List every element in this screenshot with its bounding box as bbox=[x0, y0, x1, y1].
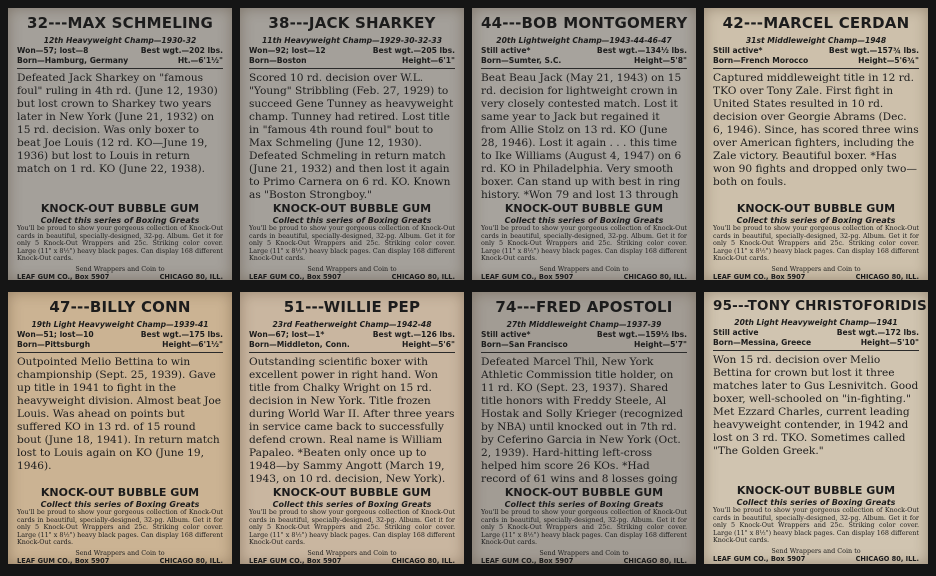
card-max-schmeling bbox=[8, 8, 232, 280]
card-marcel-cerdan bbox=[704, 8, 928, 280]
height: Height—5'6¾" bbox=[858, 56, 919, 65]
height: Ht.—6'1½" bbox=[177, 56, 223, 65]
card-stats bbox=[249, 36, 455, 69]
card-stats bbox=[481, 320, 687, 353]
address-line bbox=[713, 273, 919, 280]
card-stats bbox=[17, 36, 223, 69]
champ-line: 27th Middleweight Champ—1937-39 bbox=[506, 320, 662, 329]
card-stats bbox=[249, 320, 455, 353]
champ-line: 20th Lightweight Champ—1943-44-46-47 bbox=[496, 36, 672, 45]
record: Still active* bbox=[481, 46, 531, 55]
weight: Best wgt.—126 lbs. bbox=[372, 330, 455, 339]
copyright bbox=[713, 563, 919, 564]
card-bio: Scored 10 rd. decision over W.L. "Young" Stribbling (Feb. 27, 1929) to succeed Gene Tunney as heavyweight champ. Tunney had retired. Lost title in "famous 4th round foul" bout to Max Schmeling (June 12, 1930). Defeated Schmeling in return match (June 21, 1932) and then lost it again to Primo Carnera on 6 rd. KO. Known as "Boston Strongboy." bbox=[249, 72, 454, 200]
promo-text: You'll be proud to show your gorgeous collection of Knock-Out cards in beautiful, specially-designed, 32-pg. Album. Get it for only 5 Knock-Out Wrappers and 25c. Striking color cover. Large (11" x 8½") heavy black pages. Can display 168 different Knock-Out cards. bbox=[713, 506, 919, 545]
card-bio: Beat Beau Jack (May 21, 1943) on 15 rd. decision for lightweight crown in very closely contested match. Lost it same year to Jack but regained it from Allie Stolz on 13 rd. KO (June 28, 1946). Lost it again . . . this time to Ike Williams (August 4, 1947) on 6 rd. KO in Philadelphia. Very smooth boxer. Can stand up with best in ring history. *Won 79 and lost 13 through bbox=[481, 72, 682, 200]
address-line bbox=[17, 273, 223, 280]
send-line: Send Wrappers and Coin to bbox=[771, 546, 861, 555]
promo-text: You'll be proud to show your gorgeous collection of Knock-Out cards in beautiful, specially-designed, 32-pg. Album. Get it for only 5 Knock-Out Wrappers and 25c. Striking color cover. Large (11" x 8½") heavy black pages. Can display 168 different Knock-Out cards. bbox=[713, 224, 919, 263]
address-right: CHICAGO 80, ILL. bbox=[159, 272, 223, 280]
promo-text: You'll be proud to show your gorgeous collection of Knock-Out cards in beautiful, specially-designed, 32-pg. Album. Get it for only 5 Knock-Out Wrappers and 25c. Striking color cover. Large (11" x 8½") heavy black pages. Can display 168 different Knock-Out cards. bbox=[481, 508, 687, 547]
record: Won—57; lost—8 bbox=[17, 46, 89, 55]
address-line bbox=[249, 273, 455, 280]
address-right: CHICAGO 80, ILL. bbox=[623, 272, 687, 280]
height: Height—6'1" bbox=[401, 56, 455, 65]
card-stats bbox=[481, 36, 687, 69]
send-line: Send Wrappers and Coin to bbox=[75, 264, 165, 273]
height: Height—5'8" bbox=[633, 56, 687, 65]
weight: Best wgt.—175 lbs. bbox=[140, 330, 223, 339]
promo-text: You'll be proud to show your gorgeous collection of Knock-Out cards in beautiful, specially-designed, 32-pg. Album. Get it for only 5 Knock-Out Wrappers and 25c. Striking color cover. Large (11" x 8½") heavy black pages. Can display 168 different Knock-Out cards. bbox=[249, 508, 455, 547]
address-right: CHICAGO 80, ILL. bbox=[391, 556, 455, 564]
address-left: LEAF GUM CO., Box 5907 bbox=[713, 272, 806, 280]
birthplace: Born—Sumter, S.C. bbox=[481, 56, 562, 65]
weight: Best wgt.—205 lbs. bbox=[372, 46, 455, 55]
card-billy-conn bbox=[8, 292, 232, 564]
send-line: Send Wrappers and Coin to bbox=[539, 548, 629, 557]
promo-text: You'll be proud to show your gorgeous collection of Knock-Out cards in beautiful, specially-designed, 32-pg. Album. Get it for only 5 Knock-Out Wrappers and 25c. Striking color cover. Large (11" x 8½") heavy black pages. Can display 168 different Knock-Out cards. bbox=[249, 224, 455, 263]
collect-line: Collect this series of Boxing Greats bbox=[272, 500, 432, 509]
address-left: LEAF GUM CO., Box 5907 bbox=[17, 556, 110, 564]
address-line bbox=[249, 557, 455, 564]
collect-line: Collect this series of Boxing Greats bbox=[504, 216, 664, 225]
address-right: CHICAGO 80, ILL. bbox=[855, 554, 919, 563]
card-title: 95---TONY CHRISTOFORIDIS bbox=[713, 298, 927, 314]
card-fred-apostoli bbox=[472, 292, 696, 564]
address-right: CHICAGO 80, ILL. bbox=[391, 272, 455, 280]
brand-title: KNOCK-OUT BUBBLE GUM bbox=[272, 202, 432, 215]
record: Still active* bbox=[713, 46, 763, 55]
send-line: Send Wrappers and Coin to bbox=[307, 264, 397, 273]
champ-line: 19th Light Heavyweight Champ—1939-41 bbox=[31, 320, 209, 329]
birthplace: Born—Messina, Greece bbox=[713, 338, 812, 347]
card-title: 42---MARCEL CERDAN bbox=[722, 14, 910, 32]
record: Still active bbox=[713, 328, 759, 337]
promo-text: You'll be proud to show your gorgeous collection of Knock-Out cards in beautiful, specially-designed, 32-pg. Album. Get it for only 5 Knock-Out Wrappers and 25c. Striking color cover. Large (11" x 8½") heavy black pages. Can display 168 different Knock-Out cards. bbox=[17, 224, 223, 263]
champ-line: 31st Middleweight Champ—1948 bbox=[745, 36, 887, 45]
address-left: LEAF GUM CO., Box 5907 bbox=[713, 554, 806, 563]
card-bio: Outpointed Melio Bettina to win championship (Sept. 25, 1939). Gave up title in 1941 to fight in the heavyweight division. Almost beat Joe Louis. Was ahead on points but suffered KO in 13 rd. of 15 round bout (June 18, 1941). In return match lost to Louis again on KO (June 19, 1946). bbox=[17, 356, 222, 472]
champ-line: 23rd Featherweight Champ—1942-48 bbox=[272, 320, 432, 329]
card-bio: Outstanding scientific boxer with excellent power in right hand. Won title from Chalky Wright on 15 rd. decision in New York. Title frozen during World War II. After three years in service came back to successfully defend crown. Real name is William Papaleo. *Beaten only once up to 1948—by Sammy Angott (March 19, 1943, on 10 rd. decision, New York). bbox=[249, 356, 455, 484]
address-line bbox=[481, 273, 687, 280]
height: Height—5'6" bbox=[401, 340, 455, 349]
card-tony-christoforidis bbox=[704, 292, 928, 564]
birthplace: Born—French Morocco bbox=[713, 56, 809, 65]
brand-title: KNOCK-OUT BUBBLE GUM bbox=[736, 202, 896, 215]
card-title: 47---BILLY CONN bbox=[49, 298, 191, 316]
card-bio: Captured middleweight title in 12 rd. TKO over Tony Zale. First fight in United States resulted in 10 rd. decision over Georgie Abrams (Dec. 6, 1946). Since, has scored three wins over American fighters, including the Zale victory. Beautiful boxer. *Has won 90 fights and dropped only two—both on fouls. bbox=[713, 72, 919, 188]
address-left: LEAF GUM CO., Box 5907 bbox=[249, 272, 342, 280]
collect-line: Collect this series of Boxing Greats bbox=[40, 500, 200, 509]
brand-title: KNOCK-OUT BUBBLE GUM bbox=[504, 202, 664, 215]
record: Won—51; lost—10 bbox=[17, 330, 94, 339]
brand-title: KNOCK-OUT BUBBLE GUM bbox=[40, 486, 200, 499]
card-bio: Defeated Marcel Thil, New York Athletic Commission title holder, on 11 rd. KO (Sept. 23, 1937). Shared title honors with Freddy Steele, Al Hostak and Solly Krieger (recognized by NBA) until knocked out in 7th rd. by Ceferino Garcia in New York (Oct. 2, 1939). Hard-hitting left-cross helped him score 26 KOs. *Had record of 61 wins and 8 losses going bbox=[481, 356, 683, 484]
card-bio: Defeated Jack Sharkey on "famous foul" ruling in 4th rd. (June 12, 1930) but lost crown to Sharkey two years later in New York (June 21, 1932) on 15 rd. decision. Was only boxer to beat Joe Louis (12 rd. KO—June 19, 1936) but lost to Louis in return match on 1 rd. KO (June 22, 1938). bbox=[17, 72, 218, 175]
birthplace: Born—Boston bbox=[249, 56, 307, 65]
height: Height—6'1½" bbox=[162, 340, 223, 349]
card-willie-pep bbox=[240, 292, 464, 564]
address-left: LEAF GUM CO., Box 5907 bbox=[249, 556, 342, 564]
brand-title: KNOCK-OUT BUBBLE GUM bbox=[40, 202, 200, 215]
collect-line: Collect this series of Boxing Greats bbox=[504, 500, 664, 509]
weight: Best wgt.—202 lbs. bbox=[140, 46, 223, 55]
brand-title: KNOCK-OUT BUBBLE GUM bbox=[736, 484, 896, 497]
collect-line: Collect this series of Boxing Greats bbox=[736, 498, 896, 507]
champ-line: 11th Heavyweight Champ—1929-30-32-33 bbox=[262, 36, 442, 45]
collect-line: Collect this series of Boxing Greats bbox=[272, 216, 432, 225]
weight: Best wgt.—159½ lbs. bbox=[596, 330, 687, 339]
card-stats bbox=[713, 36, 919, 69]
card-title: 32---MAX SCHMELING bbox=[26, 14, 214, 32]
address-left: LEAF GUM CO., Box 5907 bbox=[481, 556, 574, 564]
height: Height—5'7" bbox=[633, 340, 687, 349]
address-right: CHICAGO 80, ILL. bbox=[623, 556, 687, 564]
card-stats bbox=[17, 320, 223, 353]
birthplace: Born—Hamburg, Germany bbox=[17, 56, 129, 65]
card-bob-montgomery bbox=[472, 8, 696, 280]
birthplace: Born—Pittsburgh bbox=[17, 340, 91, 349]
address-line bbox=[713, 555, 919, 563]
record: Won—67; lost—1* bbox=[249, 330, 325, 339]
send-line: Send Wrappers and Coin to bbox=[539, 264, 629, 273]
address-left: LEAF GUM CO., Box 5907 bbox=[17, 272, 110, 280]
weight: Best wgt.—134½ lbs. bbox=[596, 46, 687, 55]
send-line: Send Wrappers and Coin to bbox=[771, 264, 861, 273]
record: Still active* bbox=[481, 330, 531, 339]
card-title: 44---BOB MONTGOMERY bbox=[481, 14, 688, 32]
promo-text: You'll be proud to show your gorgeous collection of Knock-Out cards in beautiful, specially-designed, 32-pg. Album. Get it for only 5 Knock-Out Wrappers and 25c. Striking color cover. Large (11" x 8½") heavy black pages. Can display 168 different Knock-Out cards. bbox=[481, 224, 687, 263]
brand-title: KNOCK-OUT BUBBLE GUM bbox=[272, 486, 432, 499]
address-left: LEAF GUM CO., Box 5907 bbox=[481, 272, 574, 280]
birthplace: Born—Middleton, Conn. bbox=[249, 340, 350, 349]
address-right: CHICAGO 80, ILL. bbox=[159, 556, 223, 564]
card-title: 51---WILLIE PEP bbox=[283, 298, 421, 316]
birthplace: Born—San Francisco bbox=[481, 340, 568, 349]
card-stats bbox=[713, 318, 919, 351]
promo-text: You'll be proud to show your gorgeous collection of Knock-Out cards in beautiful, specially-designed, 32-pg. Album. Get it for only 5 Knock-Out Wrappers and 25c. Striking color cover. Large (11" x 8½") heavy black pages. Can display 168 different Knock-Out cards. bbox=[17, 508, 223, 547]
send-line: Send Wrappers and Coin to bbox=[307, 548, 397, 557]
card-jack-sharkey bbox=[240, 8, 464, 280]
champ-line: 20th Light Heavyweight Champ—1941 bbox=[734, 318, 898, 327]
address-line bbox=[17, 557, 223, 564]
collect-line: Collect this series of Boxing Greats bbox=[736, 216, 896, 225]
collect-line: Collect this series of Boxing Greats bbox=[40, 216, 200, 225]
champ-line: 12th Heavyweight Champ—1930-32 bbox=[43, 36, 197, 45]
brand-title: KNOCK-OUT BUBBLE GUM bbox=[504, 486, 664, 499]
card-title: 74---FRED APOSTOLI bbox=[495, 298, 673, 316]
address-line bbox=[481, 557, 687, 564]
send-line: Send Wrappers and Coin to bbox=[75, 548, 165, 557]
weight: Best wgt.—157¾ lbs. bbox=[828, 46, 919, 55]
address-right: CHICAGO 80, ILL. bbox=[855, 272, 919, 280]
height: Height—5'10" bbox=[860, 338, 919, 347]
card-bio: Won 15 rd. decision over Melio Bettina for crown but lost it three matches later to Gus Lesnivitch. Good boxer, well-schooled on "in-fighting." Met Ezzard Charles, current leading heavyweight contender, in 1942 and lost on 3 rd. TKO. Sometimes called "The Golden Greek." bbox=[713, 354, 919, 457]
weight: Best wgt.—172 lbs. bbox=[836, 328, 919, 337]
record: Won—92; lost—12 bbox=[249, 46, 326, 55]
card-title: 38---JACK SHARKEY bbox=[268, 14, 436, 32]
